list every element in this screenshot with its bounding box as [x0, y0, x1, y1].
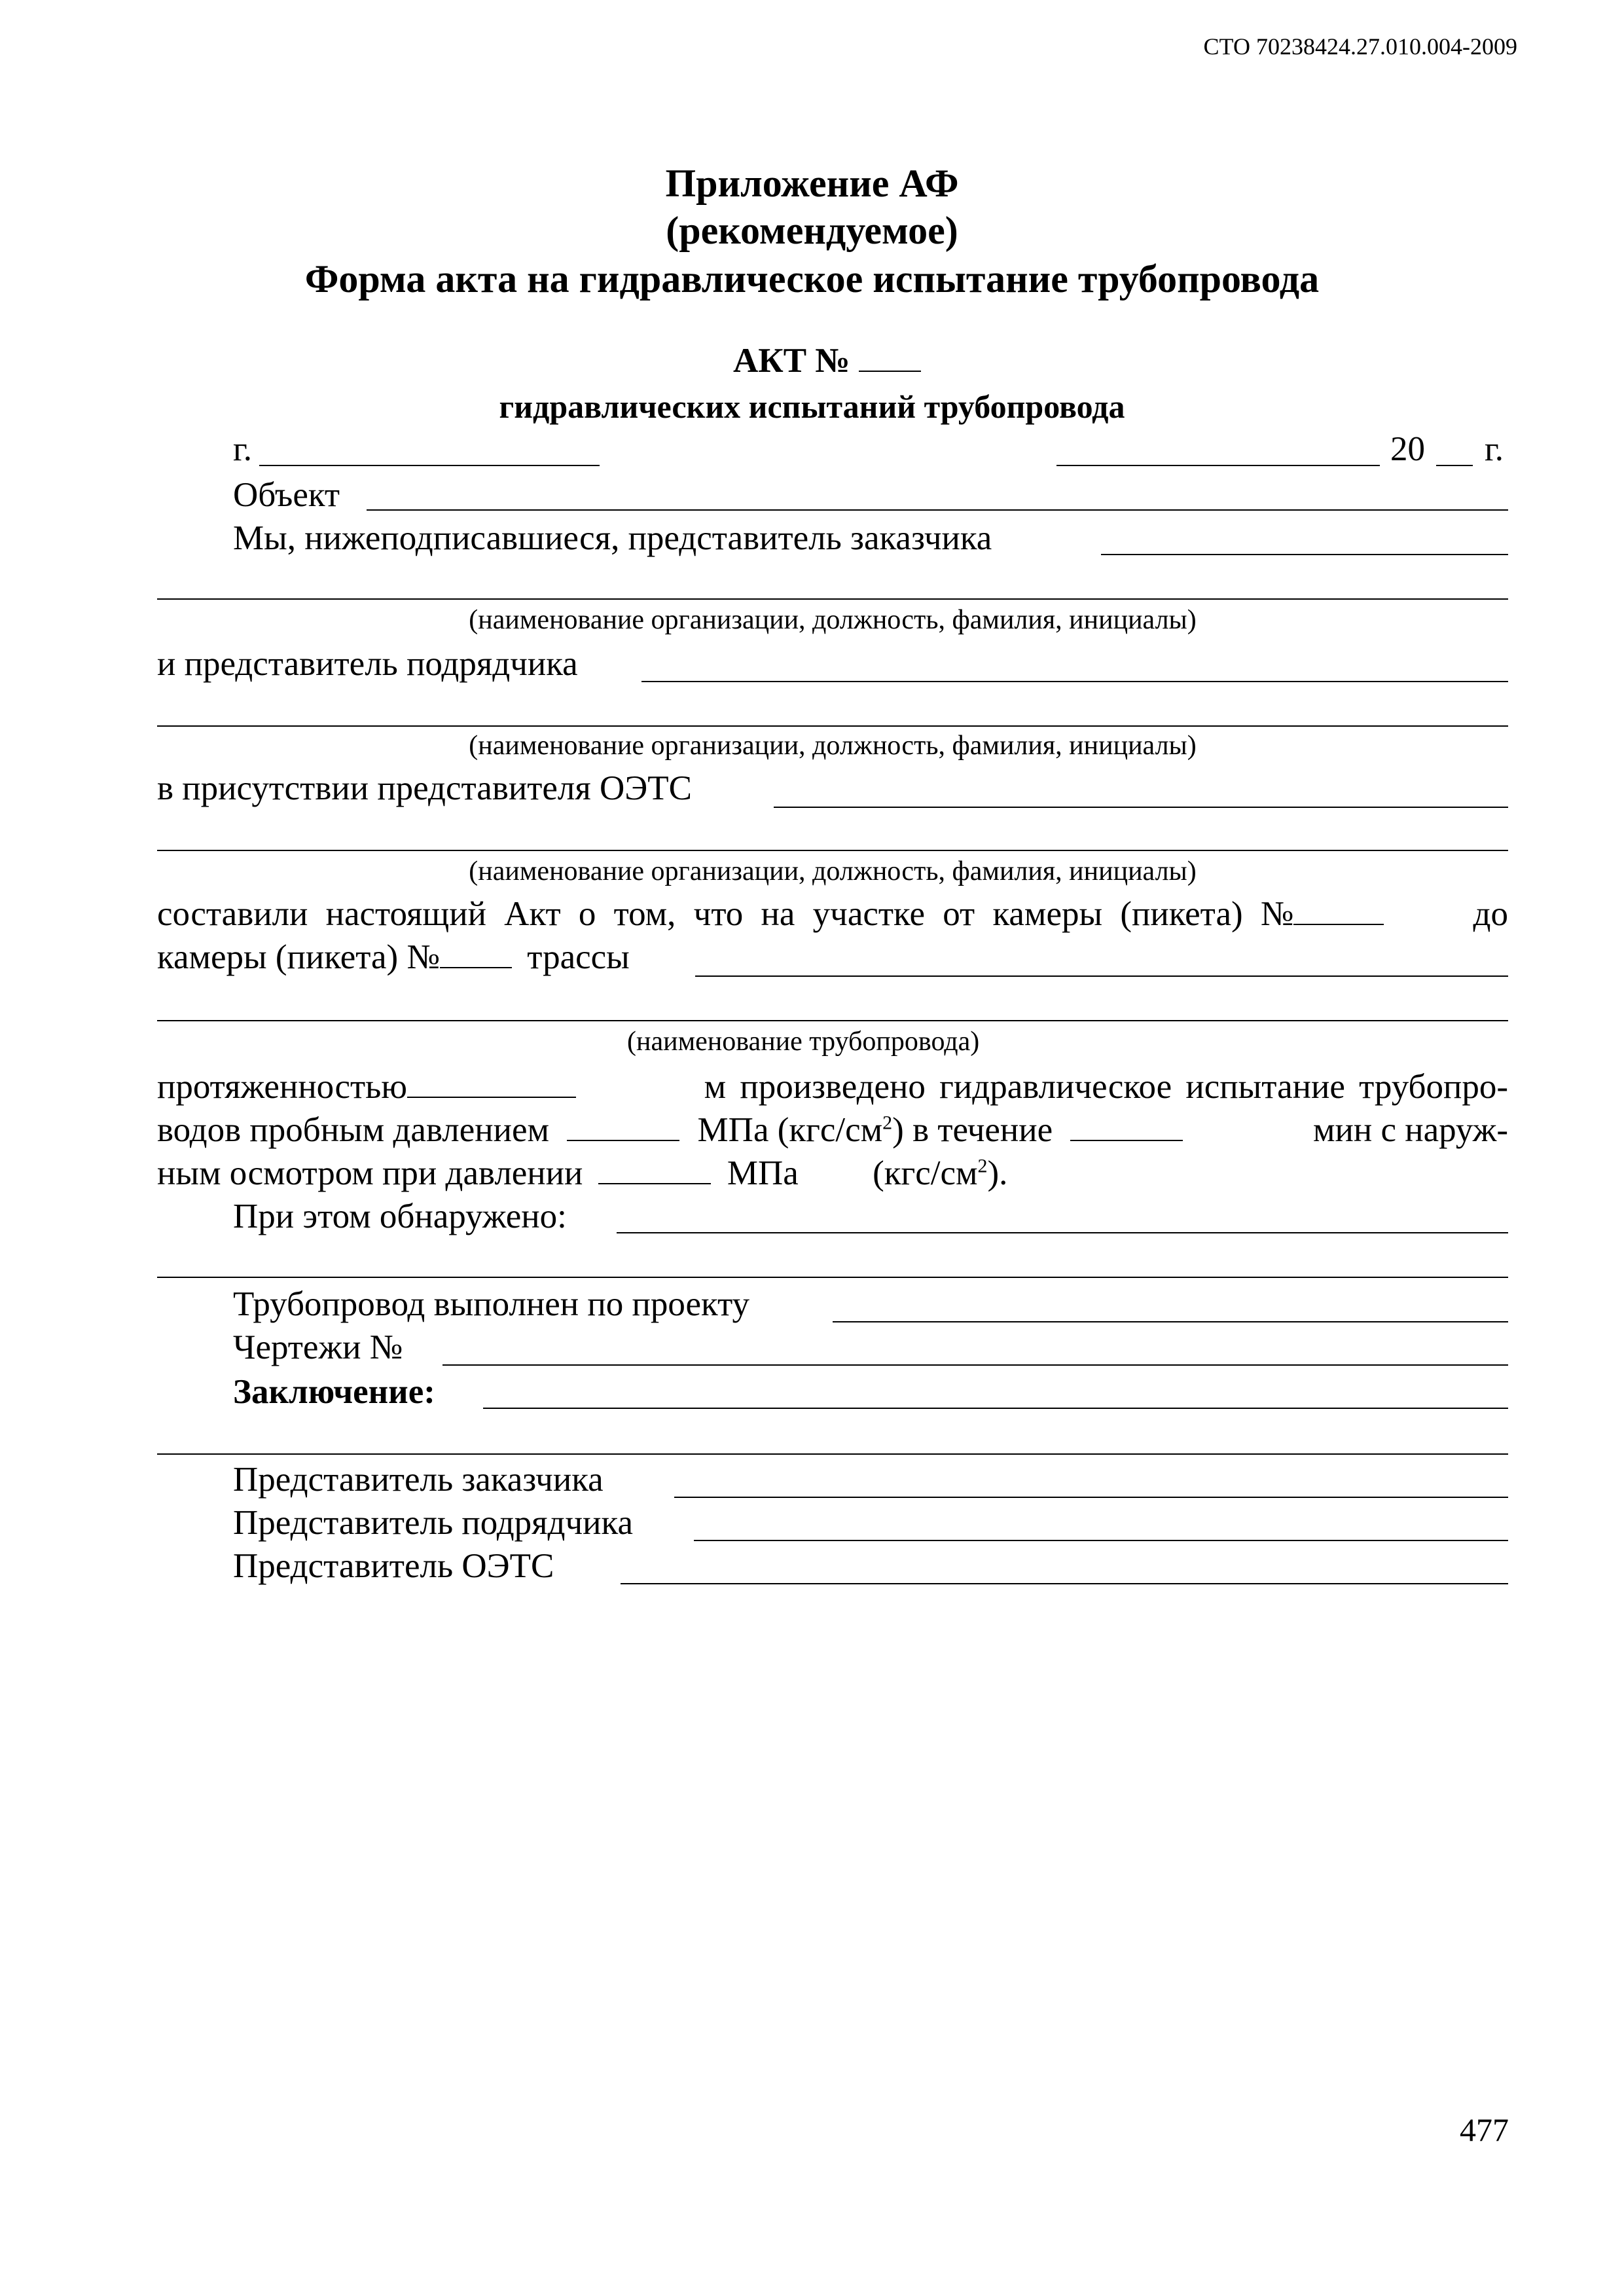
act-heading-text: АКТ № — [733, 342, 850, 380]
project-label: Трубопровод выполнен по проекту — [233, 1285, 750, 1323]
customer-rep-field-2[interactable] — [157, 598, 1508, 600]
contractor-rep-field[interactable] — [641, 681, 1508, 682]
year-prefix: 20 — [1390, 430, 1425, 468]
length-text: протяженностью — [157, 1068, 407, 1106]
inspect-line — [157, 1156, 1007, 1191]
inspect-sup: 2 — [977, 1155, 988, 1177]
sign-contractor-label: Представитель подрядчика — [233, 1504, 634, 1542]
drawn-up-text: составили настоящий Акт о том, что на участке от камеры (пикета) № — [157, 895, 1294, 933]
oets-rep-field-2[interactable] — [157, 850, 1508, 851]
route-text: трассы — [527, 938, 630, 976]
pressure-unit-text: МПа (кгс/см — [697, 1111, 883, 1149]
found-label: При этом обнаружено: — [233, 1197, 567, 1235]
appendix-subtitle: Форма акта на гидравлическое испытание трубопровода — [304, 257, 1320, 301]
pressure-sup: 2 — [882, 1112, 893, 1134]
year-suffix: г. — [1485, 430, 1504, 468]
found-field[interactable] — [617, 1232, 1508, 1233]
customer-rep-label: Мы, нижеподписавшиеся, представитель заказчика — [233, 519, 992, 557]
pressure-text: водов пробным давлением — [157, 1111, 550, 1149]
oets-rep-label: в присутствии представителя ОЭТС — [157, 769, 692, 807]
from-picket-field[interactable] — [1293, 898, 1384, 925]
pipeline-caption: (наименование трубопровода) — [627, 1027, 980, 1057]
drawings-label: Чертежи № — [233, 1328, 403, 1366]
inspect-text: ным осмотром при давлении — [157, 1154, 583, 1192]
length-field[interactable] — [407, 1070, 576, 1098]
inspect-unit: МПа — [727, 1154, 799, 1192]
appendix-status: (рекомендуемое) — [666, 209, 958, 252]
sign-contractor-field[interactable] — [694, 1540, 1508, 1541]
act-number-field[interactable] — [859, 340, 921, 372]
doc-code: СТО 70238424.27.010.004-2009 — [1203, 33, 1517, 60]
inspect-unit-2-text: (кгс/см — [873, 1154, 978, 1192]
length-text-2: м произведено гидравлическое испытание трубопро- — [704, 1068, 1508, 1106]
customer-rep-caption: (наименование организации, должность, фамилия, инициалы) — [469, 605, 1197, 635]
pipeline-name-field[interactable] — [157, 1020, 1508, 1021]
page-number: 477 — [1460, 2111, 1509, 2148]
oets-rep-field[interactable] — [774, 807, 1508, 808]
contractor-rep-caption: (наименование организации, должность, фамилия, инициалы) — [469, 731, 1197, 761]
chamber-line — [157, 940, 630, 975]
inspect-pressure-field[interactable] — [598, 1157, 711, 1184]
pressure-duration-text: ) в течение — [892, 1111, 1053, 1149]
pressure-unit — [698, 1111, 1053, 1149]
contractor-rep-field-2[interactable] — [157, 725, 1508, 727]
object-field[interactable] — [367, 509, 1508, 511]
to-picket-field[interactable] — [440, 941, 512, 968]
sign-customer-field[interactable] — [674, 1497, 1508, 1498]
test-pressure-field[interactable] — [567, 1114, 679, 1141]
sign-oets-field[interactable] — [621, 1583, 1508, 1584]
length-line — [157, 1070, 1508, 1104]
found-field-2[interactable] — [157, 1277, 1508, 1278]
conclusion-label: Заключение: — [233, 1373, 435, 1411]
inspect-unit-2 — [873, 1154, 1007, 1192]
sign-oets-label: Представитель ОЭТС — [233, 1547, 554, 1585]
drawn-up-line — [157, 897, 1508, 932]
conclusion-field[interactable] — [483, 1408, 1508, 1409]
drawings-field[interactable] — [442, 1364, 1508, 1366]
pressure-text-3: мин с наруж- — [1312, 1111, 1508, 1149]
conclusion-field-2[interactable] — [157, 1453, 1508, 1455]
inspect-end: ). — [987, 1154, 1008, 1192]
oets-rep-caption: (наименование организации, должность, фамилия, инициалы) — [469, 856, 1197, 886]
contractor-rep-label: и представитель подрядчика — [157, 645, 578, 683]
object-label: Объект — [233, 476, 340, 514]
act-heading — [733, 340, 921, 378]
date-field[interactable] — [1056, 465, 1380, 466]
customer-rep-field[interactable] — [1101, 554, 1508, 555]
city-field[interactable] — [259, 465, 600, 466]
sign-customer-label: Представитель заказчика — [233, 1461, 604, 1499]
route-field[interactable] — [695, 975, 1508, 977]
year-field[interactable] — [1436, 465, 1473, 466]
appendix-title: Приложение АФ — [665, 162, 959, 205]
act-subheading: гидравлических испытаний трубопровода — [499, 388, 1125, 425]
city-prefix: г. — [233, 430, 253, 468]
drawn-up-to: до — [1473, 895, 1508, 933]
pressure-line — [157, 1113, 1508, 1148]
chamber-text: камеры (пикета) № — [157, 938, 441, 976]
duration-field[interactable] — [1070, 1114, 1183, 1141]
project-field[interactable] — [833, 1321, 1508, 1322]
